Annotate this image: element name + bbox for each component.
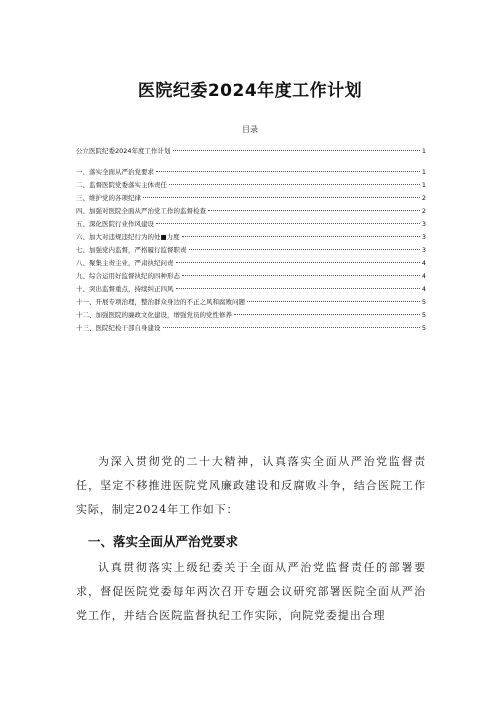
toc-leader-dots: [156, 223, 420, 224]
toc-heading: 目录: [242, 125, 258, 134]
section-paragraph: 认真贯彻落实上级纪委关于全面从严治党监督责任的部署要求，督促医院党委每年两次召开专题会议研究部署医院全面从严治党工作，并结合医院监督执纪工作实际，向院党委提出合理: [76, 561, 426, 622]
toc-leader-dots: [173, 150, 420, 151]
toc-entry-page: 4: [421, 259, 426, 267]
toc-entry[interactable]: [76, 284, 426, 297]
toc-entry-label: 十二、加强医院的廉政文化建设，增强党员的党性修养: [76, 311, 232, 319]
toc-entry-label: 十三、医院纪检干部自身建设: [76, 324, 161, 332]
toc-leader-dots: [247, 301, 420, 302]
toc-entry-label: 九、综合运用好监督执纪的四种形态: [76, 272, 180, 280]
toc-entry[interactable]: [76, 271, 426, 284]
toc-entry-label: 八、聚集主责主业，严肃执纪问责: [76, 259, 174, 267]
toc-entry[interactable]: [76, 146, 426, 159]
toc-entry-label: 六、加大对违规违纪行为的处■力度: [76, 233, 180, 241]
toc-leader-dots: [182, 275, 420, 276]
toc-entry[interactable]: [76, 193, 426, 206]
toc-entry[interactable]: [76, 219, 426, 232]
document-title: 医院纪委2024年度工作计划: [137, 81, 363, 101]
toc-leader-dots: [176, 288, 420, 289]
toc-entry[interactable]: [76, 297, 426, 310]
toc-entry-page: 4: [421, 285, 426, 293]
toc-entry-label: 三、维护党的各项纪律: [76, 194, 141, 202]
toc-entry-page: 2: [421, 194, 426, 202]
toc-entry[interactable]: [76, 258, 426, 271]
toc-entry-label: 十一、开展专项治理，整治群众身边的不正之风和腐败问题: [76, 298, 245, 306]
toc-entry-page: 3: [421, 220, 426, 228]
toc-leader-dots: [169, 184, 420, 185]
toc-entry-page: 5: [421, 324, 426, 332]
toc-entry-page: 5: [421, 298, 426, 306]
toc-entry-page: 1: [421, 181, 426, 189]
toc-entry-page: 3: [421, 246, 426, 254]
toc-entry-page: 1: [421, 168, 426, 176]
toc-leader-dots: [182, 236, 420, 237]
toc-entry[interactable]: [76, 323, 426, 336]
toc-entry-label: 五、深化医院行业作风建设: [76, 220, 154, 228]
toc-entry-label: 十、突出监督重点，持续纠正四风: [76, 285, 174, 293]
toc-entry-page: 1: [421, 147, 426, 155]
toc-entry-label: 二、监督医院党委落实主体责任: [76, 181, 167, 189]
toc-entry-label: 一、落实全面从严治党要求: [76, 168, 154, 176]
toc-entry-page: 4: [421, 272, 426, 280]
toc-entry-label: 公立医院纪委2024年度工作计划: [76, 147, 171, 155]
toc-entry[interactable]: [76, 245, 426, 258]
toc-entry-page: 2: [421, 207, 426, 215]
toc-leader-dots: [234, 314, 420, 315]
toc-entry-page: 3: [421, 233, 426, 241]
toc-leader-dots: [143, 197, 420, 198]
table-of-contents: [76, 146, 426, 336]
toc-entry-label: 四、加强对医院全面从严治党工作的监督检查: [76, 207, 206, 215]
toc-entry[interactable]: [76, 180, 426, 193]
intro-paragraph: 为深入贯彻党的二十大精神，认真落实全面从严治党监督责任，坚定不移推进医院党风廉政建设和反腐败斗争，结合医院工作实际，制定2024年工作如下：: [76, 455, 426, 516]
toc-entry[interactable]: [76, 206, 426, 219]
toc-leader-dots: [208, 210, 420, 211]
toc-leader-dots: [163, 327, 420, 328]
toc-entry[interactable]: [76, 232, 426, 245]
toc-leader-dots: [156, 171, 420, 172]
toc-entry[interactable]: [76, 310, 426, 323]
toc-entry[interactable]: [76, 167, 426, 180]
section-heading: 一、落实全面从严治党要求: [88, 534, 239, 549]
toc-leader-dots: [176, 262, 420, 263]
toc-entry-label: 七、加强党内监督，严格履行监督职责: [76, 246, 187, 254]
toc-leader-dots: [189, 249, 420, 250]
toc-entry-page: 5: [421, 311, 426, 319]
